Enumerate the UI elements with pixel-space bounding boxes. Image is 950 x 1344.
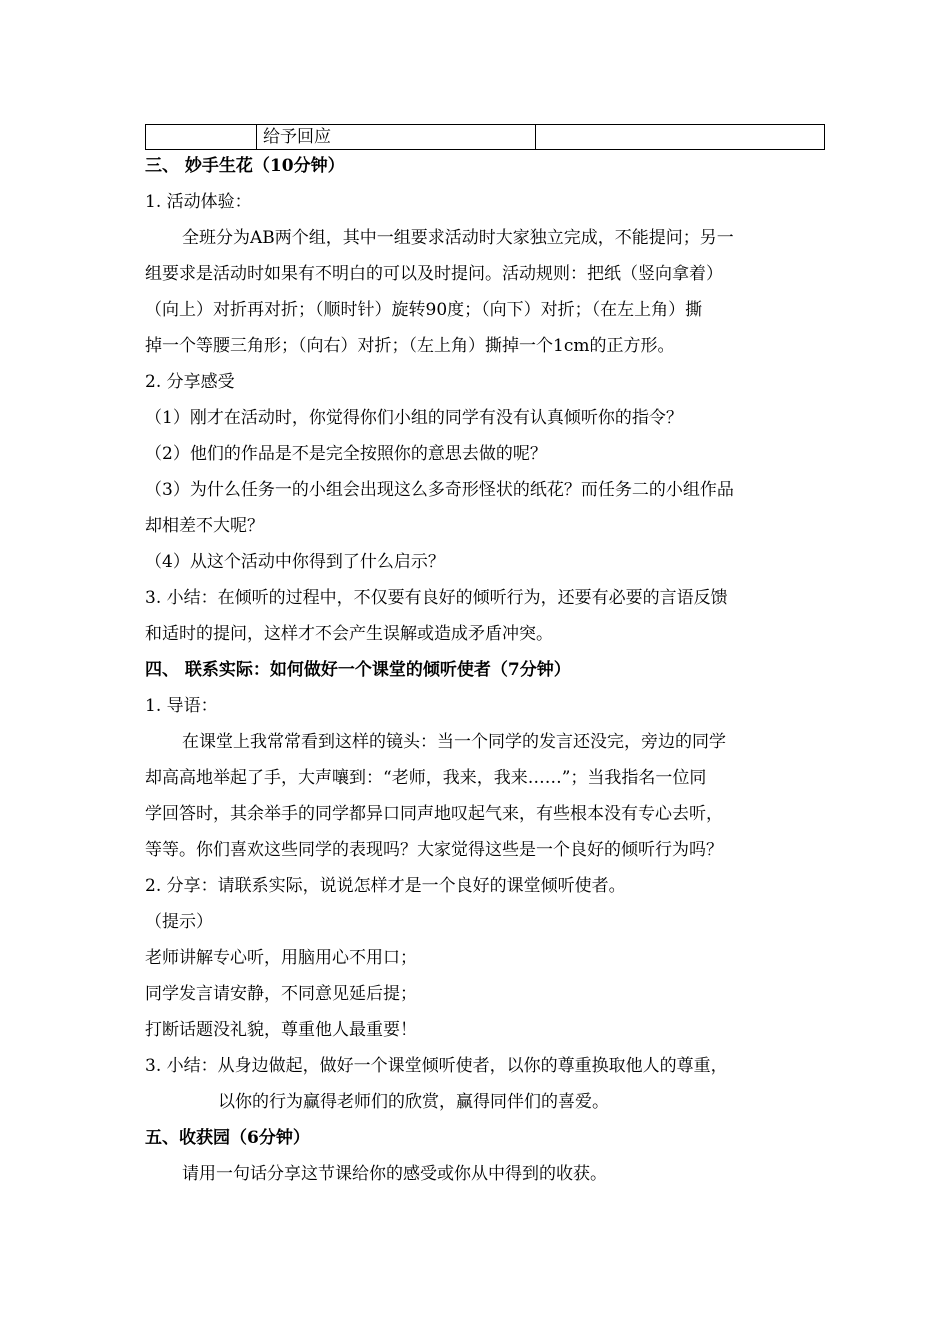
summary: 3. 小结：在倾听的过程中，不仅要有良好的倾听行为，还要有必要的言语反馈: [145, 588, 728, 608]
table-cell: 给予回应: [257, 125, 536, 150]
question: （4）从这个活动中你得到了什么启示？: [145, 552, 445, 572]
rhyme-line: 老师讲解专心听，用脑用心不用口；: [145, 948, 417, 968]
subheading: 2. 分享感受: [145, 372, 235, 392]
question: （1）刚才在活动时，你觉得你们小组的同学有没有认真倾听你的指令？: [145, 408, 683, 428]
section-heading: 四、 联系实际：如何做好一个课堂的倾听使者（7分钟）: [145, 660, 571, 680]
subheading: 1. 导语：: [145, 696, 218, 716]
subheading: 1. 活动体验：: [145, 192, 252, 212]
subheading: 2. 分享：请联系实际，说说怎样才是一个良好的课堂倾听使者。: [145, 876, 626, 896]
rhyme-line: 打断话题没礼貌，尊重他人最重要！: [145, 1020, 417, 1040]
section-heading: 三、 妙手生花（10分钟）: [145, 156, 345, 176]
paragraph-line: 等等。你们喜欢这些同学的表现吗？大家觉得这些是一个良好的倾听行为吗？: [145, 840, 723, 860]
question: （3）为什么任务一的小组会出现这么多奇形怪状的纸花？而任务二的小组作品: [145, 480, 734, 500]
paragraph-line: （向上）对折再对折；（顺时针）旋转90度；（向下）对折；（在左上角）撕: [145, 300, 703, 320]
plan-table: [145, 124, 825, 150]
section-heading: 五、收获园（6分钟）: [145, 1128, 310, 1148]
table-row: [146, 125, 825, 150]
paragraph-line: 却高高地举起了手，大声嚷到：“老师，我来，我来……”；当我指名一位同: [145, 768, 707, 788]
paragraph-line: 组要求是活动时如果有不明白的可以及时提问。活动规则：把纸（竖向拿着）: [145, 264, 723, 284]
table-cell: [536, 125, 825, 150]
summary: 和适时的提问，这样才不会产生误解或造成矛盾冲突。: [145, 624, 553, 644]
paragraph-line: 在课堂上我常常看到这样的镜头：当一个同学的发言还没完，旁边的同学: [182, 732, 726, 752]
question: （2）他们的作品是不是完全按照你的意思去做的呢？: [145, 444, 547, 464]
summary: 以你的行为赢得老师们的欣赏，赢得同伴们的喜爱。: [218, 1092, 609, 1112]
rhyme-line: 同学发言请安静，不同意见延后提；: [145, 984, 417, 1004]
summary: 3. 小结：从身边做起，做好一个课堂倾听使者，以你的尊重换取他人的尊重，: [145, 1056, 728, 1076]
paragraph-line: 学回答时，其余举手的同学都异口同声地叹起气来，有些根本没有专心去听，: [145, 804, 723, 824]
question: 却相差不大呢？: [145, 516, 264, 536]
paragraph-line: 请用一句话分享这节课给你的感受或你从中得到的收获。: [182, 1164, 607, 1184]
hint-label: （提示）: [145, 912, 213, 932]
paragraph-line: 掉一个等腰三角形；（向右）对折；（左上角）撕掉一个1cm的正方形。: [145, 336, 675, 356]
paragraph-line: 全班分为AB两个组，其中一组要求活动时大家独立完成，不能提问；另一: [182, 228, 734, 248]
table-cell: [146, 125, 257, 150]
